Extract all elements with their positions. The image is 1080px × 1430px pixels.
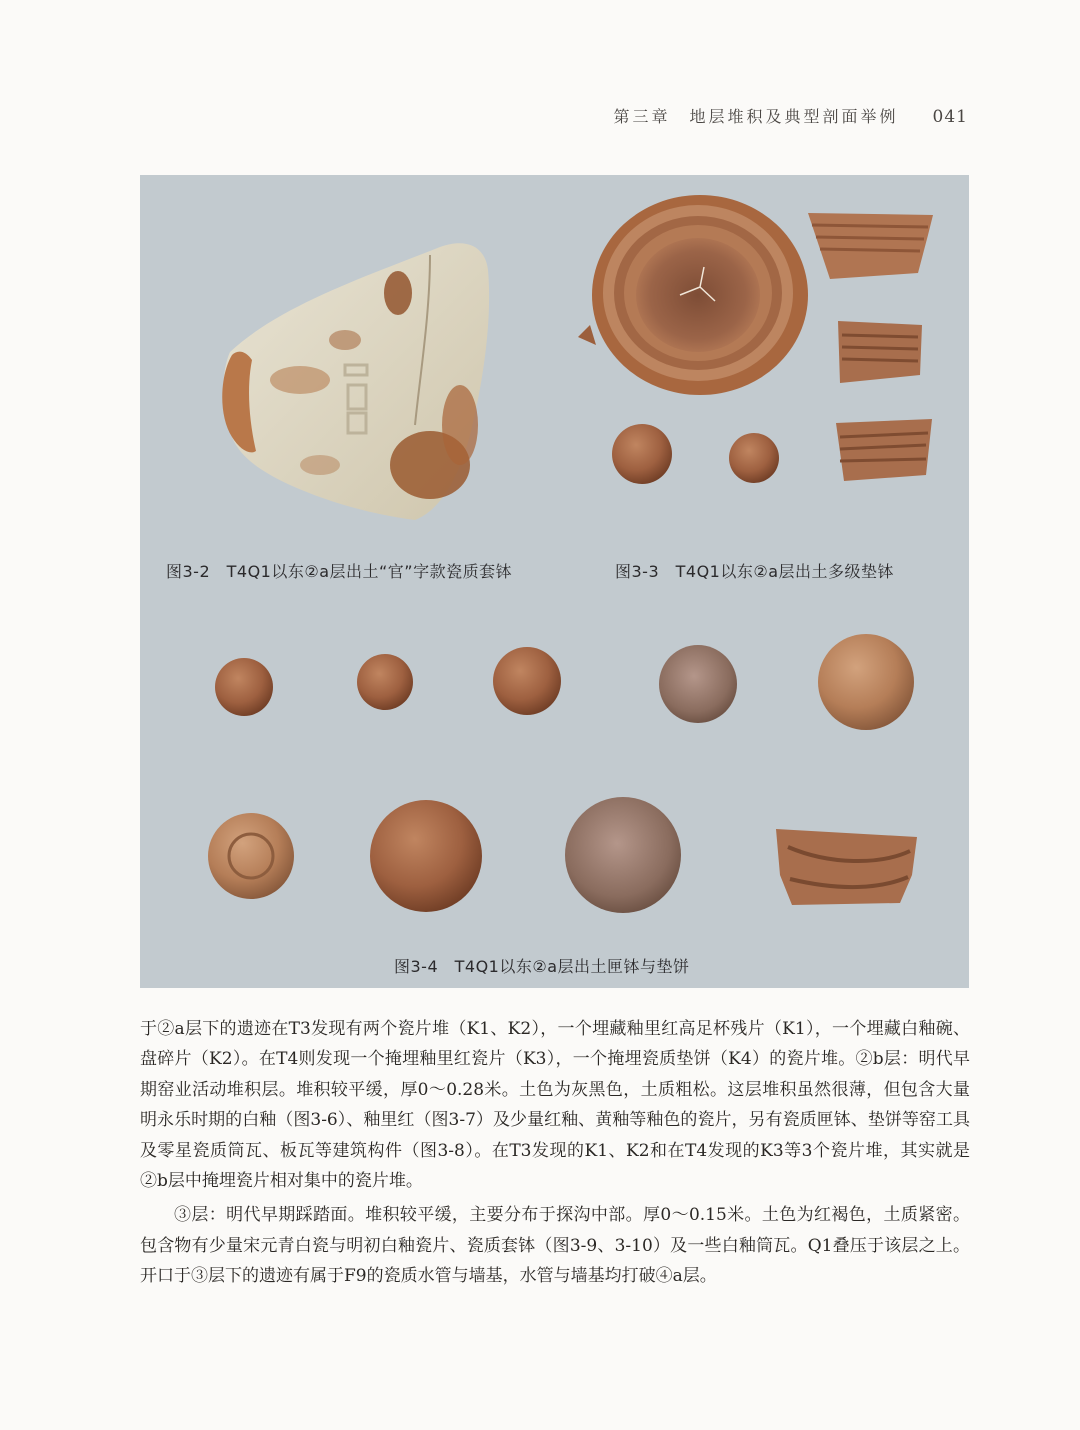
caption-fig-3-4: 图3-4 T4Q1以东②a层出土匣钵与垫饼 bbox=[394, 957, 690, 976]
saggars-and-discs-row-2 bbox=[208, 797, 917, 913]
setter-discs-row-1 bbox=[215, 634, 914, 730]
chapter-title: 第三章 地层堆积及典型剖面举例 bbox=[613, 107, 899, 126]
caption-fig-3-3: 图3-3 T4Q1以东②a层出土多级垫钵 bbox=[615, 562, 895, 581]
paragraph: 于②a层下的遗迹在T3发现有两个瓷片堆（K1、K2），一个埋藏釉里红高足杯残片（K1），一个埋藏白釉碗、盘碎片（K2）。在T4则发现一个掩埋釉里红瓷片（K3），一个掩埋瓷质垫饼（K4）的瓷片堆。②b层：明代早期窑业活动堆积层。堆积较平缓，厚0～0.28米。土色为灰黑色，土质粗松。这层堆积虽然很薄，但包含大量明永乐时期的白釉（图3-6）、釉里红（图3-7）及少量红釉、黄釉等釉色的瓷片，另有瓷质匣钵、垫饼等窑工具及零星瓷质筒瓦、板瓦等建筑构件（图3-8）。在T3发现的K1、K2和在T4发现的K3等3个瓷片堆，其实就是②b层中掩埋瓷片相对集中的瓷片堆。 bbox=[140, 1019, 970, 1192]
body-text bbox=[140, 1014, 970, 1292]
figure-plate bbox=[140, 175, 969, 988]
porcelain-sherd bbox=[222, 243, 489, 520]
page-number: 041 bbox=[932, 107, 968, 127]
running-head bbox=[614, 104, 968, 127]
caption-fig-3-2: 图3-2 T4Q1以东②a层出土“官”字款瓷质套钵 bbox=[166, 562, 513, 581]
stepped-setter-fragments bbox=[808, 213, 933, 481]
small-clay-pads bbox=[612, 424, 779, 484]
stepped-setter-bowl bbox=[578, 195, 808, 395]
paragraph: ③层：明代早期踩踏面。堆积较平缓，主要分布于探沟中部。厚0～0.15米。土色为红褐色，土质紧密。包含物有少量宋元青白瓷与明初白釉瓷片、瓷质套钵（图3-9、3-10）及一些白釉筒瓦。Q1叠压于该层之上。开口于③层下的遗迹有属于F9的瓷质水管与墙基，水管与墙基均打破④a层。 bbox=[140, 1205, 970, 1287]
